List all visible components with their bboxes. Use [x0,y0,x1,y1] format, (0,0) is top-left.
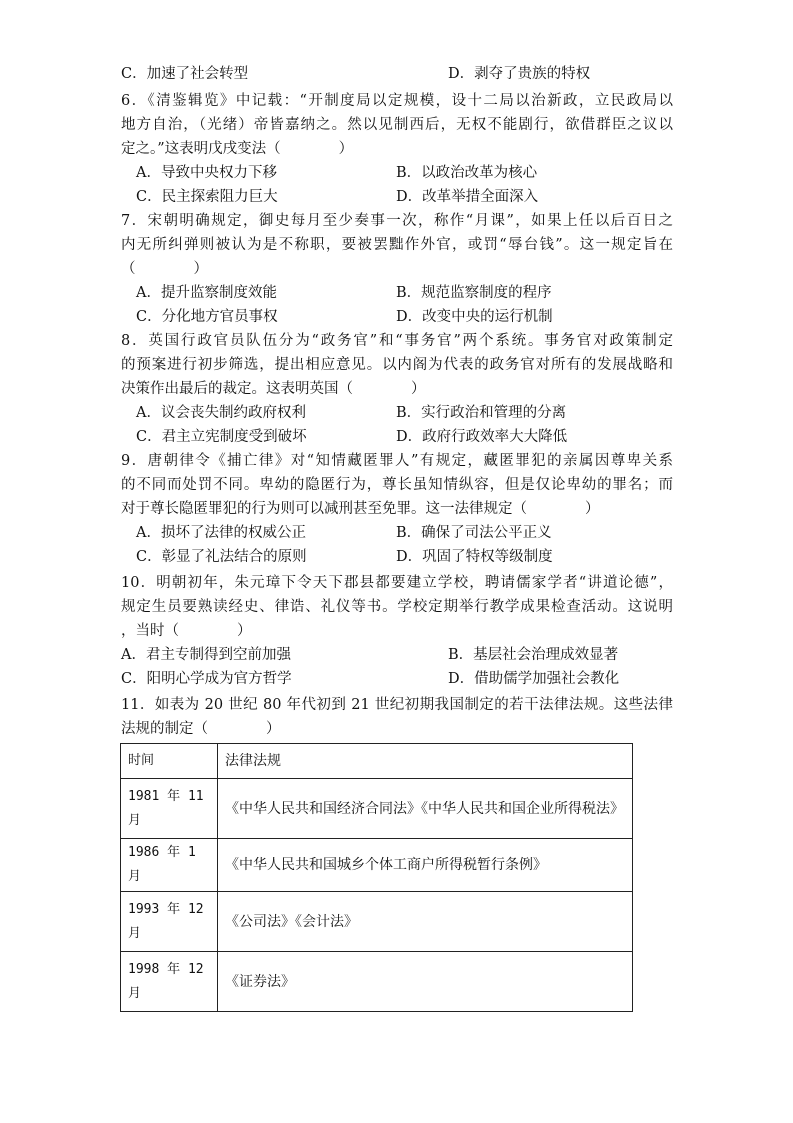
q7-option-b: B．规范监察制度的程序 [396,285,552,301]
q7-stem-line-2: 内无所纠弹则被认为是不称职，要被罢黜作外官，或罚“辱台钱”。这一规定旨在 [121,237,673,253]
q9-stem-line-2: 的不同而处罚不同。卑幼的隐匿行为，尊长虽知情纵容，但是仅论卑幼的罪名；而 [121,477,673,493]
q7-option-c: C．分化地方官员事权 [136,309,278,325]
q7-stem-line-1: 7．宋朝明确规定，御史每月至少奏事一次，称作“月课”，如果上任以后百日之 [121,213,673,229]
q6-option-a: A．导致中央权力下移 [136,165,277,181]
q9-option-a: A．损坏了法律的权威公正 [136,525,306,541]
table-row [121,779,633,839]
q10-option-d: D．借助儒学加强社会教化 [448,671,620,687]
q10-option-c: C．阳明心学成为官方哲学 [121,671,292,687]
q7-option-a: A．提升监察制度效能 [136,285,277,301]
q9-option-b: B．确保了司法公平正义 [396,525,552,541]
law-table [120,743,633,1012]
q11-stem-line-2: 法规的制定（ ） [121,721,281,737]
q9-stem-line-1: 9．唐朝律令《捕亡律》对“知情藏匿罪人”有规定，藏匿罪犯的亲属因尊卑关系 [121,453,673,469]
table-row [121,839,633,892]
q7-stem-line-3: （ ） [121,261,208,277]
q10-option-b: B．基层社会治理成效显著 [448,647,619,663]
q7-option-d: D．改变中央的运行机制 [396,309,553,325]
q11-stem-line-1: 11．如表为 20 世纪 80 年代初到 21 世纪初期我国制定的若干法律法规。这些法律 [121,697,673,713]
q6-stem-line-3: 定之。”这表明戊戌变法（ ） [121,141,354,157]
table-cell-time: 1998 年 12 月 [121,952,218,1012]
table-header-law: 法律法规 [218,744,633,779]
q6-option-b: B．以政治改革为核心 [396,165,538,181]
table-cell-law: 《中华人民共和国经济合同法》《中华人民共和国企业所得税法》 [218,779,633,839]
q8-option-a: A．议会丧失制约政府权利 [136,405,306,421]
q8-stem-line-2: 的预案进行初步筛选，提出相应意见。以内阁为代表的政务官对所有的发展战略和 [121,357,673,373]
q9-stem-line-3: 对于尊长隐匿罪犯的行为则可以减刑甚至免罪。这一法律规定（ ） [121,501,600,517]
q6-stem-line-2: 地方自治，（光绪）帝皆嘉纳之。然以见制西后，无权不能剧行，欲借群臣之议以 [121,117,673,133]
q10-stem-line-1: 10．明朝初年，朱元璋下令天下郡县都要建立学校，聘请儒家学者“讲道论德”， [121,575,673,591]
table-cell-time: 1981 年 11 月 [121,779,218,839]
q8-option-b: B．实行政治和管理的分离 [396,405,567,421]
q6-stem-line-1: 6．《清鉴辑览》中记载：“开制度局以定规模，设十二局以治新政，立民政局以 [121,93,673,109]
q8-option-c: C．君主立宪制度受到破坏 [136,429,307,445]
table-cell-law: 《公司法》《会计法》 [218,892,633,952]
q5-option-c: C．加速了社会转型 [121,66,249,82]
q6-option-c: C．民主探索阻力巨大 [136,189,278,205]
table-row [121,952,633,1012]
q10-option-a: A．君主专制得到空前加强 [121,647,291,663]
table-cell-time: 1993 年 12 月 [121,892,218,952]
table-cell-time: 1986 年 1 月 [121,839,218,892]
q8-option-d: D．政府行政效率大大降低 [396,429,568,445]
q5-option-d: D．剥夺了贵族的特权 [448,66,591,82]
q9-option-c: C．彰显了礼法结合的原则 [136,549,307,565]
q9-option-d: D．巩固了特权等级制度 [396,549,553,565]
table-header-time: 时间 [121,744,218,779]
q10-stem-line-2: 规定生员要熟读经史、律诰、礼仪等书。学校定期举行教学成果检查活动。这说明 [121,599,673,615]
q8-stem-line-3: 决策作出最后的裁定。这表明英国（ ） [121,381,426,397]
table-row [121,892,633,952]
table-cell-law: 《证券法》 [218,952,633,1012]
table-header-row [121,744,633,779]
table-cell-law: 《中华人民共和国城乡个体工商户所得税暂行条例》 [218,839,633,892]
q8-stem-line-1: 8．英国行政官员队伍分为“政务官”和“事务官”两个系统。事务官对政策制定 [121,333,673,349]
q6-option-d: D．改革举措全面深入 [396,189,539,205]
q10-stem-line-3: ，当时（ ） [121,623,252,639]
